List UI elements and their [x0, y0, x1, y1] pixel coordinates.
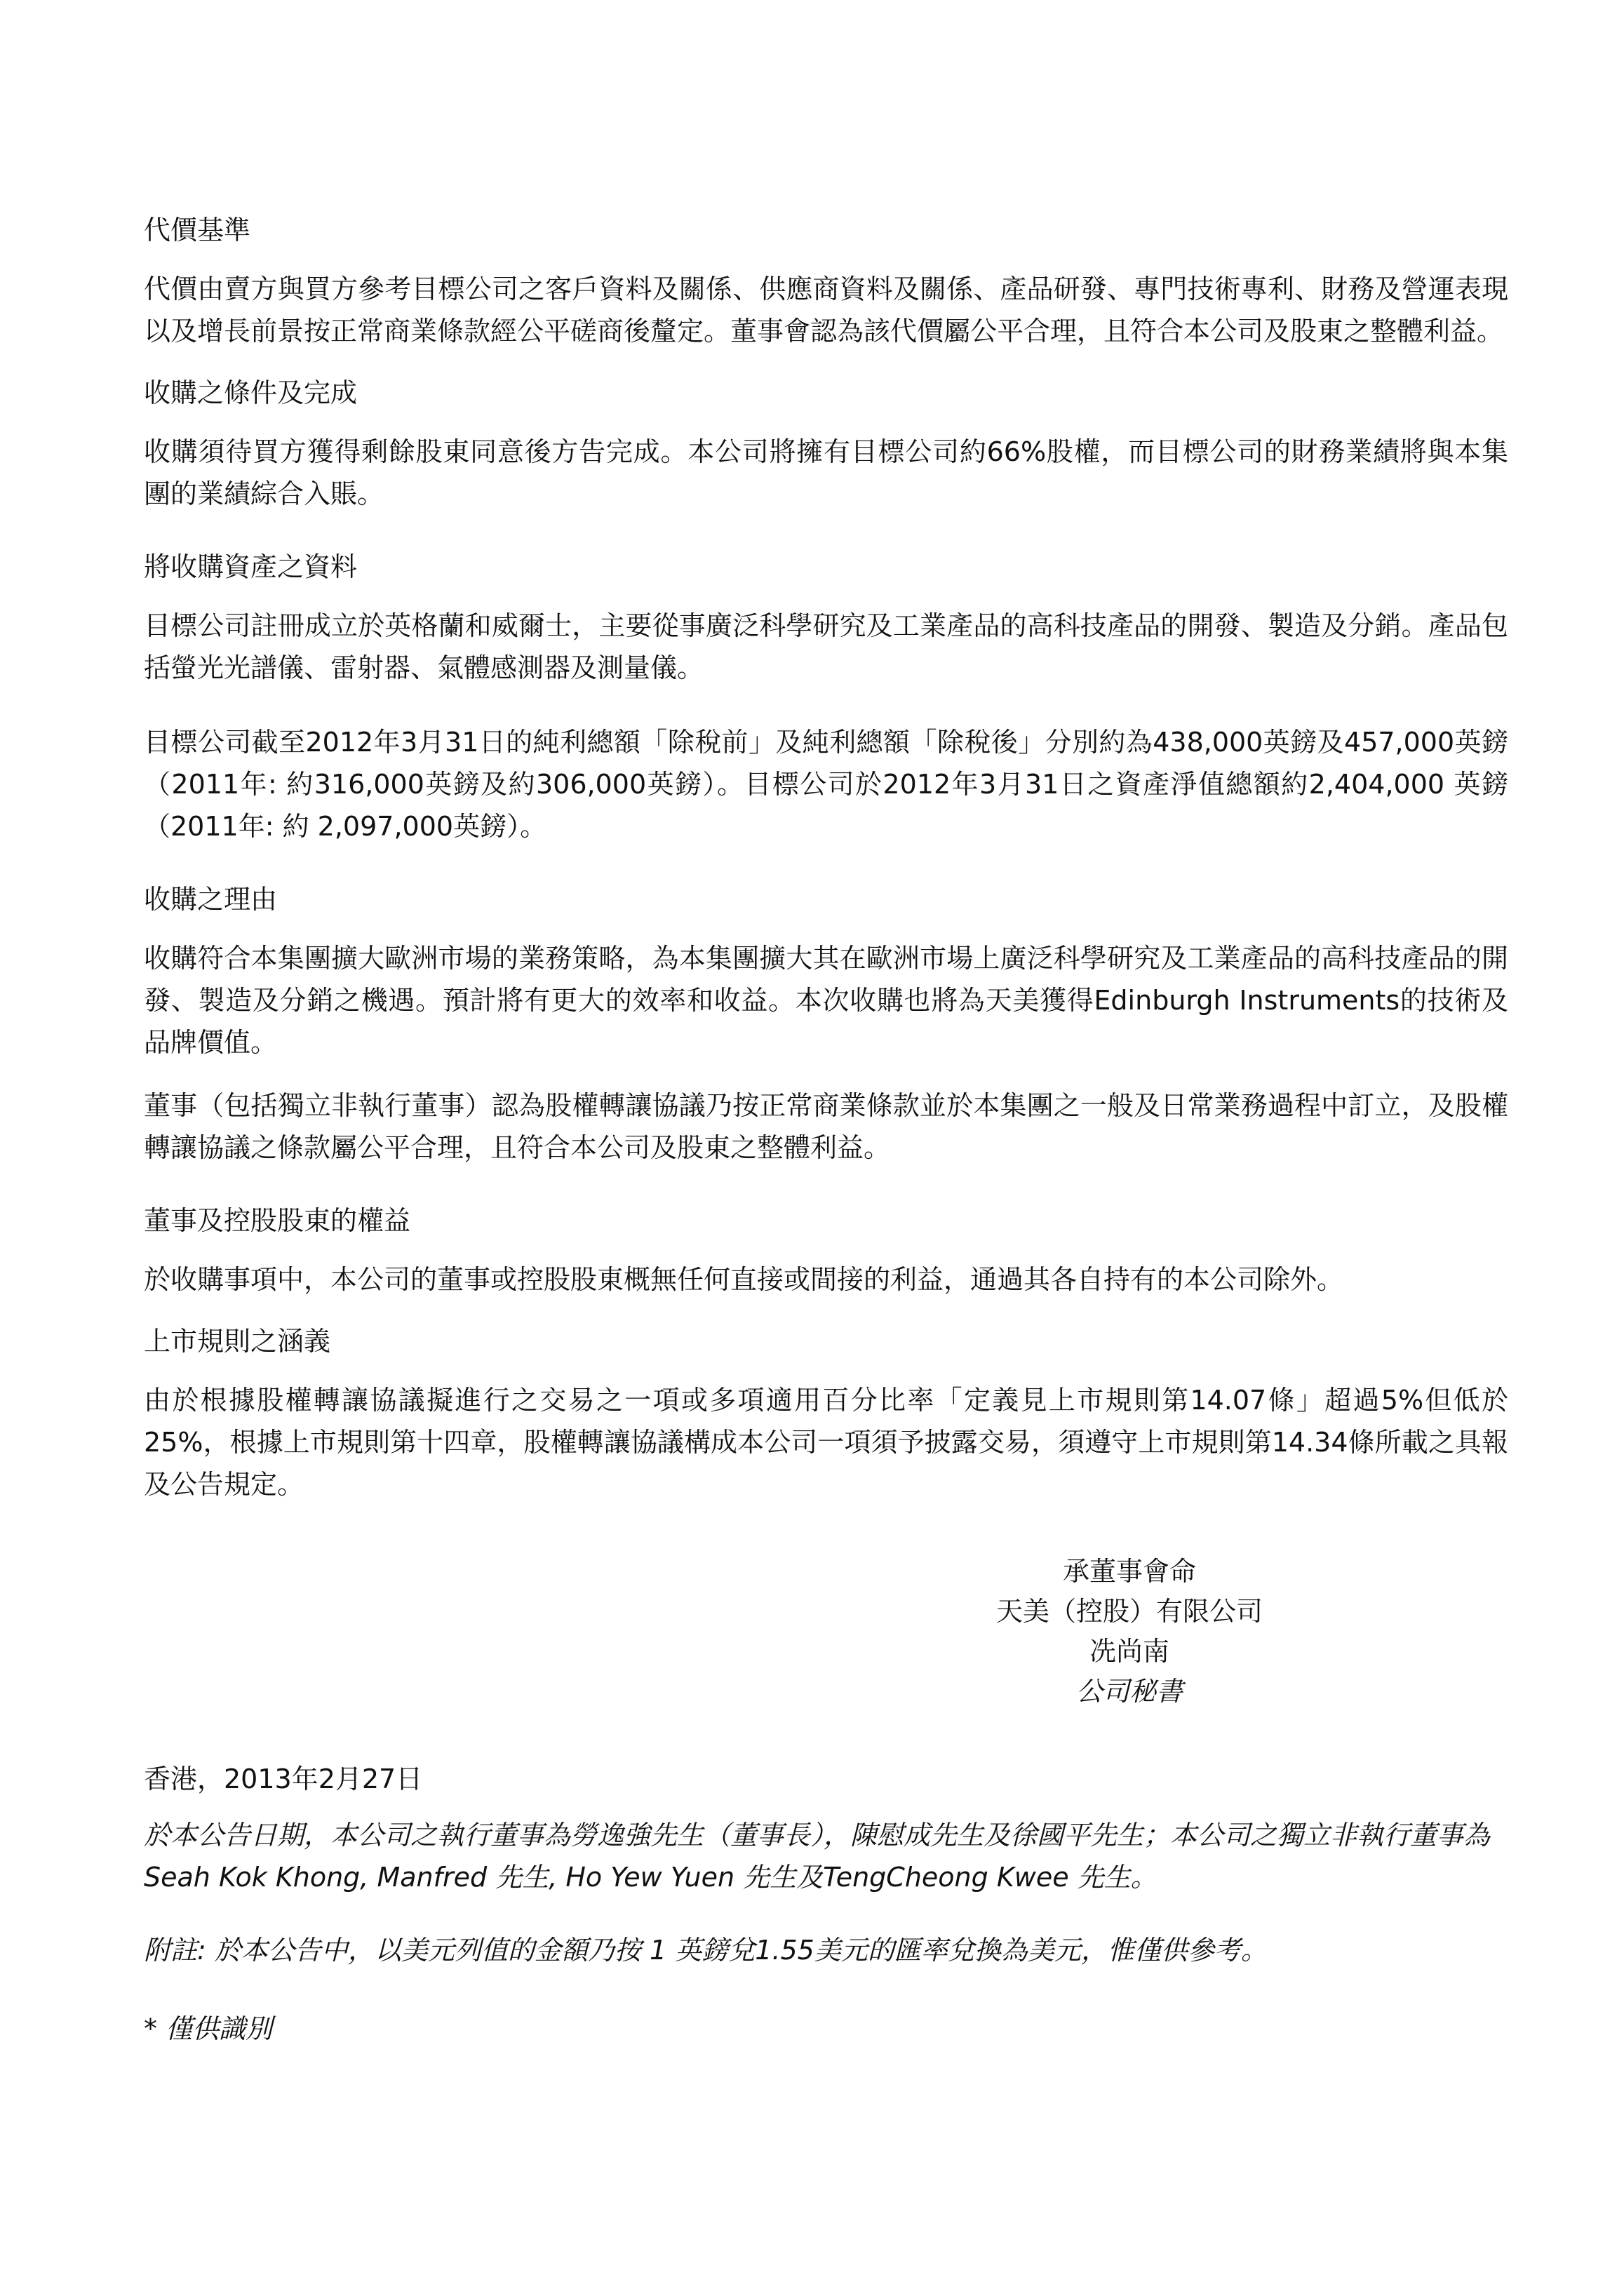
section-paragraph: 於收購事項中，本公司的董事或控股股東概無任何直接或間接的利益，通過其各自持有的本公司除外。 — [144, 1264, 1344, 1295]
announcement-date: 香港，2013年2月27日 — [144, 1764, 423, 1794]
section-paragraph: 收購須待買方獲得剩餘股東同意後方告完成。本公司將擁有目標公司約66%股權，而目標公司的財務業績將與本集團的業績綜合入賬。 — [144, 436, 1508, 509]
company-name: 天美（控股）有限公司 — [995, 1596, 1263, 1627]
section-heading: 董事及控股股東的權益 — [144, 1205, 411, 1236]
signature-line: 承董事會命 — [1062, 1556, 1196, 1587]
section-acquisition-reasons — [144, 880, 1508, 1169]
section-paragraph: 目標公司截至2012年3月31日的純利總額「除稅前」及純利總額「除稅後」分別約為438,000英鎊及457,000英鎊（2011年: 約316,000英鎊及約306,000英鎊）。目標公司於2012年3月31日之資產淨值總額約2,404,000 英鎊（2011年: 約 2,097,000英鎊）。 — [144, 727, 1508, 842]
section-listing-rules — [144, 1322, 1508, 1505]
section-heading: 收購之理由 — [144, 884, 278, 915]
section-heading: 收購之條件及完成 — [144, 377, 358, 408]
section-asset-information — [144, 547, 1508, 847]
exchange-rate-note: 附註: 於本公告中，以美元列值的金額乃按 1 英鎊兌1.55美元的匯率兌換為美元，惟僅供參考。 — [144, 1935, 1268, 1966]
signatory-title: 公司秘書 — [1075, 1676, 1183, 1707]
signature-block — [982, 1552, 1277, 1712]
section-paragraph: 由於根據股權轉讓協議擬進行之交易之一項或多項適用百分比率「定義見上市規則第14.07條」超過5%但低於25%，根據上市規則第十四章，股權轉讓協議構成本公司一項須予披露交易，須遵守上市規則第14.34條所載之具報及公告規定。 — [144, 1385, 1508, 1500]
section-paragraph: 收購符合本集團擴大歐洲市場的業務策略，為本集團擴大其在歐洲市場上廣泛科學研究及工業產品的高科技產品的開發、製造及分銷之機遇。預計將有更大的效率和收益。本次收購也將為天美獲得Edinburgh Instruments的技術及品牌價值。 — [144, 943, 1508, 1058]
directors-note: 於本公告日期，本公司之執行董事為勞逸強先生（董事長），陳慰成先生及徐國平先生；本公司之獨立非執行董事為Seah Kok Khong, Manfred 先生, Ho Yew Yuen 先生及TengCheong Kwee 先生。 — [144, 1820, 1491, 1893]
section-consideration-basis — [144, 210, 1508, 352]
section-heading: 上市規則之涵義 — [144, 1326, 331, 1357]
section-heading: 代價基準 — [144, 215, 251, 246]
announcement-body — [144, 210, 1508, 1526]
section-heading: 將收購資產之資料 — [144, 551, 358, 582]
identification-note: * 僅供識別 — [144, 2013, 273, 2044]
section-directors-interests — [144, 1201, 1508, 1301]
section-paragraph: 代價由賣方與買方參考目標公司之客戶資料及關係、供應商資料及關係、產品研發、專門技術專利、財務及營運表現以及增長前景按正常商業條款經公平磋商後釐定。董事會認為該代價屬公平合理，且符合本公司及股東之整體利益。 — [144, 274, 1508, 347]
section-conditions-completion — [144, 373, 1508, 515]
section-paragraph: 董事（包括獨立非執行董事）認為股權轉讓協議乃按正常商業條款並於本集團之一般及日常業務過程中訂立，及股權轉讓協議之條款屬公平合理，且符合本公司及股東之整體利益。 — [144, 1090, 1508, 1163]
section-paragraph: 目標公司註冊成立於英格蘭和威爾士，主要從事廣泛科學研究及工業產品的高科技產品的開發、製造及分銷。產品包括螢光光譜儀、雷射器、氣體感測器及測量儀。 — [144, 610, 1508, 683]
signatory-name: 冼尚南 — [1089, 1636, 1169, 1667]
